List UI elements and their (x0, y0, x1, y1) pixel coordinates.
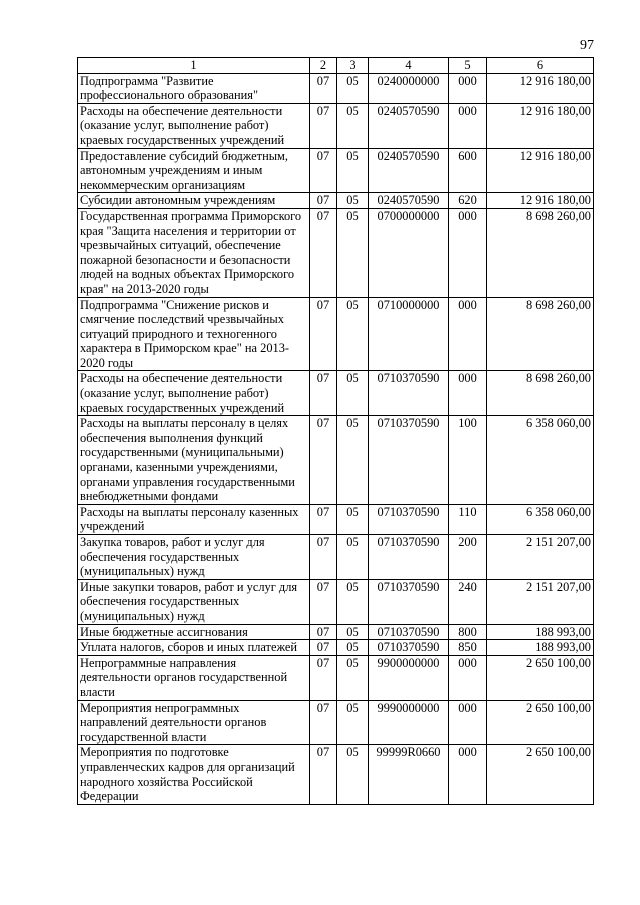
table-row (78, 193, 594, 209)
expense-type-code-cell: 000 (449, 73, 487, 103)
expense-type-code-cell: 000 (449, 700, 487, 745)
table-row (78, 624, 594, 640)
table-row (78, 504, 594, 534)
table-row (78, 416, 594, 505)
column-header: 1 (78, 58, 310, 74)
subsection-code-cell: 05 (337, 640, 369, 656)
amount-cell: 8 698 260,00 (487, 208, 594, 297)
row-name-cell: Подпрограмма "Развитие профессионального образования" (78, 73, 310, 103)
section-code-cell: 07 (310, 535, 337, 580)
table-row (78, 297, 594, 371)
column-header: 5 (449, 58, 487, 74)
table-row (78, 73, 594, 103)
table-row (78, 208, 594, 297)
amount-cell: 188 993,00 (487, 640, 594, 656)
section-code-cell: 07 (310, 208, 337, 297)
row-name-cell: Закупка товаров, работ и услуг для обеспечения государственных (муниципальных) нужд (78, 535, 310, 580)
amount-cell: 2 650 100,00 (487, 745, 594, 804)
table-row (78, 745, 594, 804)
target-article-code-cell: 0700000000 (369, 208, 449, 297)
target-article-code-cell: 0710370590 (369, 624, 449, 640)
subsection-code-cell: 05 (337, 371, 369, 416)
target-article-code-cell: 0710370590 (369, 579, 449, 624)
amount-cell: 188 993,00 (487, 624, 594, 640)
amount-cell: 2 650 100,00 (487, 700, 594, 745)
page-number: 97 (580, 38, 594, 53)
amount-cell: 8 698 260,00 (487, 297, 594, 371)
section-code-cell: 07 (310, 297, 337, 371)
section-code-cell: 07 (310, 73, 337, 103)
target-article-code-cell: 9900000000 (369, 655, 449, 700)
section-code-cell: 07 (310, 193, 337, 209)
subsection-code-cell: 05 (337, 297, 369, 371)
section-code-cell: 07 (310, 745, 337, 804)
table-row (78, 148, 594, 193)
column-header: 3 (337, 58, 369, 74)
target-article-code-cell: 0710370590 (369, 416, 449, 505)
expense-type-code-cell: 000 (449, 655, 487, 700)
row-name-cell: Непрограммные направления деятельности органов государственной власти (78, 655, 310, 700)
row-name-cell: Расходы на обеспечение деятельности (оказание услуг, выполнение работ) краевых государственных учреждений (78, 103, 310, 148)
expense-type-code-cell: 850 (449, 640, 487, 656)
target-article-code-cell: 0710370590 (369, 371, 449, 416)
subsection-code-cell: 05 (337, 535, 369, 580)
section-code-cell: 07 (310, 103, 337, 148)
amount-cell: 2 151 207,00 (487, 579, 594, 624)
table-row (78, 103, 594, 148)
expense-type-code-cell: 240 (449, 579, 487, 624)
row-name-cell: Субсидии автономным учреждениям (78, 193, 310, 209)
row-name-cell: Иные бюджетные ассигнования (78, 624, 310, 640)
subsection-code-cell: 05 (337, 745, 369, 804)
amount-cell: 8 698 260,00 (487, 371, 594, 416)
table-row (78, 655, 594, 700)
section-code-cell: 07 (310, 579, 337, 624)
section-code-cell: 07 (310, 624, 337, 640)
table-body (78, 73, 594, 804)
amount-cell: 2 151 207,00 (487, 535, 594, 580)
subsection-code-cell: 05 (337, 416, 369, 505)
target-article-code-cell: 0240570590 (369, 193, 449, 209)
subsection-code-cell: 05 (337, 148, 369, 193)
table-header-row (78, 58, 594, 74)
column-header: 4 (369, 58, 449, 74)
target-article-code-cell: 0240570590 (369, 148, 449, 193)
target-article-code-cell: 0240000000 (369, 73, 449, 103)
expense-type-code-cell: 000 (449, 103, 487, 148)
row-name-cell: Расходы на выплаты персоналу в целях обеспечения выполнения функций государственными (муниципальными) органами, казенными учреждениями, органами управления государственными внебюджетными фондами (78, 416, 310, 505)
table-row (78, 640, 594, 656)
subsection-code-cell: 05 (337, 193, 369, 209)
target-article-code-cell: 0710000000 (369, 297, 449, 371)
amount-cell: 2 650 100,00 (487, 655, 594, 700)
expense-type-code-cell: 000 (449, 208, 487, 297)
column-header: 2 (310, 58, 337, 74)
subsection-code-cell: 05 (337, 655, 369, 700)
section-code-cell: 07 (310, 416, 337, 505)
row-name-cell: Расходы на обеспечение деятельности (оказание услуг, выполнение работ) краевых государственных учреждений (78, 371, 310, 416)
subsection-code-cell: 05 (337, 579, 369, 624)
column-header: 6 (487, 58, 594, 74)
row-name-cell: Иные закупки товаров, работ и услуг для обеспечения государственных (муниципальных) нужд (78, 579, 310, 624)
section-code-cell: 07 (310, 700, 337, 745)
subsection-code-cell: 05 (337, 103, 369, 148)
row-name-cell: Мероприятия непрограммных направлений деятельности органов государственной власти (78, 700, 310, 745)
row-name-cell: Предоставление субсидий бюджетным, автономным учреждениям и иным некоммерческим организациям (78, 148, 310, 193)
amount-cell: 12 916 180,00 (487, 148, 594, 193)
expense-type-code-cell: 110 (449, 504, 487, 534)
table-row (78, 579, 594, 624)
target-article-code-cell: 9990000000 (369, 700, 449, 745)
subsection-code-cell: 05 (337, 73, 369, 103)
expense-type-code-cell: 100 (449, 416, 487, 505)
expense-type-code-cell: 620 (449, 193, 487, 209)
amount-cell: 12 916 180,00 (487, 193, 594, 209)
row-name-cell: Подпрограмма "Снижение рисков и смягчение последствий чрезвычайных ситуаций природного и техногенного характера в Приморском крае" на 2013-2020 годы (78, 297, 310, 371)
expense-type-code-cell: 000 (449, 297, 487, 371)
target-article-code-cell: 0240570590 (369, 103, 449, 148)
table-row (78, 371, 594, 416)
amount-cell: 6 358 060,00 (487, 416, 594, 505)
expense-type-code-cell: 800 (449, 624, 487, 640)
section-code-cell: 07 (310, 655, 337, 700)
subsection-code-cell: 05 (337, 208, 369, 297)
expense-type-code-cell: 600 (449, 148, 487, 193)
budget-table (77, 57, 594, 805)
amount-cell: 12 916 180,00 (487, 73, 594, 103)
section-code-cell: 07 (310, 148, 337, 193)
subsection-code-cell: 05 (337, 624, 369, 640)
row-name-cell: Мероприятия по подготовке управленческих кадров для организаций народного хозяйства Российской Федерации (78, 745, 310, 804)
target-article-code-cell: 0710370590 (369, 535, 449, 580)
expense-type-code-cell: 000 (449, 745, 487, 804)
amount-cell: 6 358 060,00 (487, 504, 594, 534)
subsection-code-cell: 05 (337, 504, 369, 534)
target-article-code-cell: 0710370590 (369, 640, 449, 656)
section-code-cell: 07 (310, 504, 337, 534)
table-row (78, 535, 594, 580)
subsection-code-cell: 05 (337, 700, 369, 745)
section-code-cell: 07 (310, 371, 337, 416)
amount-cell: 12 916 180,00 (487, 103, 594, 148)
table-row (78, 700, 594, 745)
target-article-code-cell: 99999R0660 (369, 745, 449, 804)
row-name-cell: Государственная программа Приморского края "Защита населения и территории от чрезвычайных ситуаций, обеспечение пожарной безопасности и безопасности людей на водных объектах Приморского края" на 2013-2020 годы (78, 208, 310, 297)
row-name-cell: Уплата налогов, сборов и иных платежей (78, 640, 310, 656)
target-article-code-cell: 0710370590 (369, 504, 449, 534)
row-name-cell: Расходы на выплаты персоналу казенных учреждений (78, 504, 310, 534)
expense-type-code-cell: 200 (449, 535, 487, 580)
section-code-cell: 07 (310, 640, 337, 656)
expense-type-code-cell: 000 (449, 371, 487, 416)
